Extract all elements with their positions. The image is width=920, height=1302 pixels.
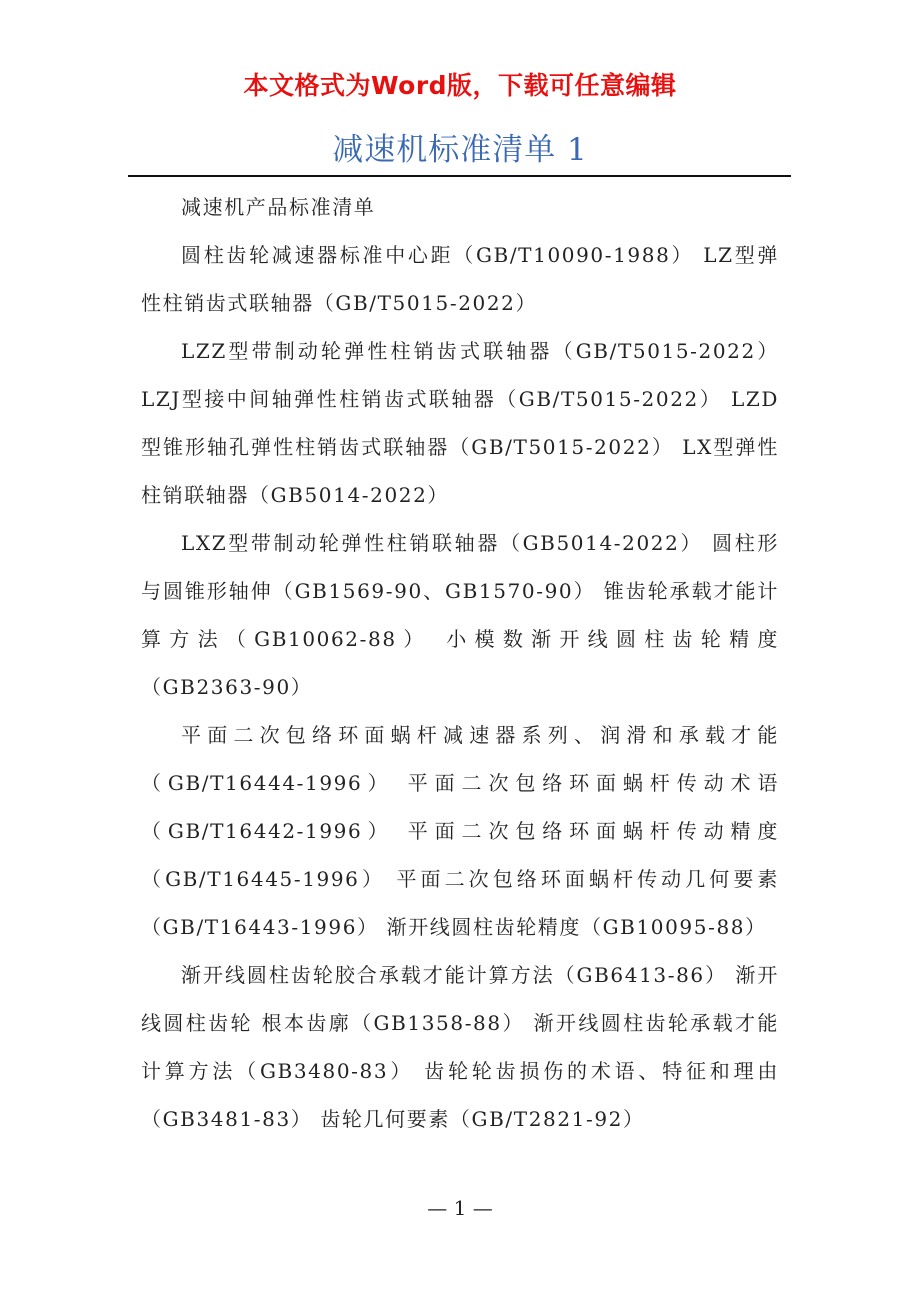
document-body [141, 183, 779, 1143]
paragraph: 减速机产品标准清单 [181, 195, 376, 219]
paragraph: LZZ型带制动轮弹性柱销齿式联轴器（GB/T5015-2022） LZJ型接中间轴弹性柱销齿式联轴器（GB/T5015-2022） LZD型锥形轴孔弹性柱销齿式联轴器（GB/T5015-2022） LX型弹性柱销联轴器（GB5014-2022） [141, 339, 779, 507]
paragraph: LXZ型带制动轮弹性柱销联轴器（GB5014-2022） 圆柱形与圆锥形轴伸（GB1569-90、GB1570-90） 锥齿轮承载才能计算方法（GB10062-88） 小模数渐开线圆柱齿轮精度（GB2363-90） [141, 531, 779, 699]
format-banner: 本文格式为Word版，下载可任意编辑 [243, 71, 677, 100]
title-divider [128, 175, 791, 177]
page-number: — 1 — [427, 1196, 493, 1220]
paragraph: 渐开线圆柱齿轮胶合承载才能计算方法（GB6413-86） 渐开线圆柱齿轮 根本齿廓（GB1358-88） 渐开线圆柱齿轮承载才能计算方法（GB3480-83） 齿轮轮齿损伤的术语、特征和理由（GB3481-83） 齿轮几何要素（GB/T2821-92） [141, 963, 779, 1131]
paragraph: 平面二次包络环面蜗杆减速器系列、润滑和承载才能（GB/T16444-1996） 平面二次包络环面蜗杆传动术语（GB/T16442-1996） 平面二次包络环面蜗杆传动精度（GB/T16445-1996） 平面二次包络环面蜗杆传动几何要素（GB/T16443-1996） 渐开线圆柱齿轮精度（GB10095-88） [141, 723, 779, 939]
document-title: 减速机标准清单 1 [332, 132, 588, 168]
paragraph: 圆柱齿轮减速器标准中心距（GB/T10090-1988） LZ型弹性柱销齿式联轴器（GB/T5015-2022） [141, 243, 779, 315]
